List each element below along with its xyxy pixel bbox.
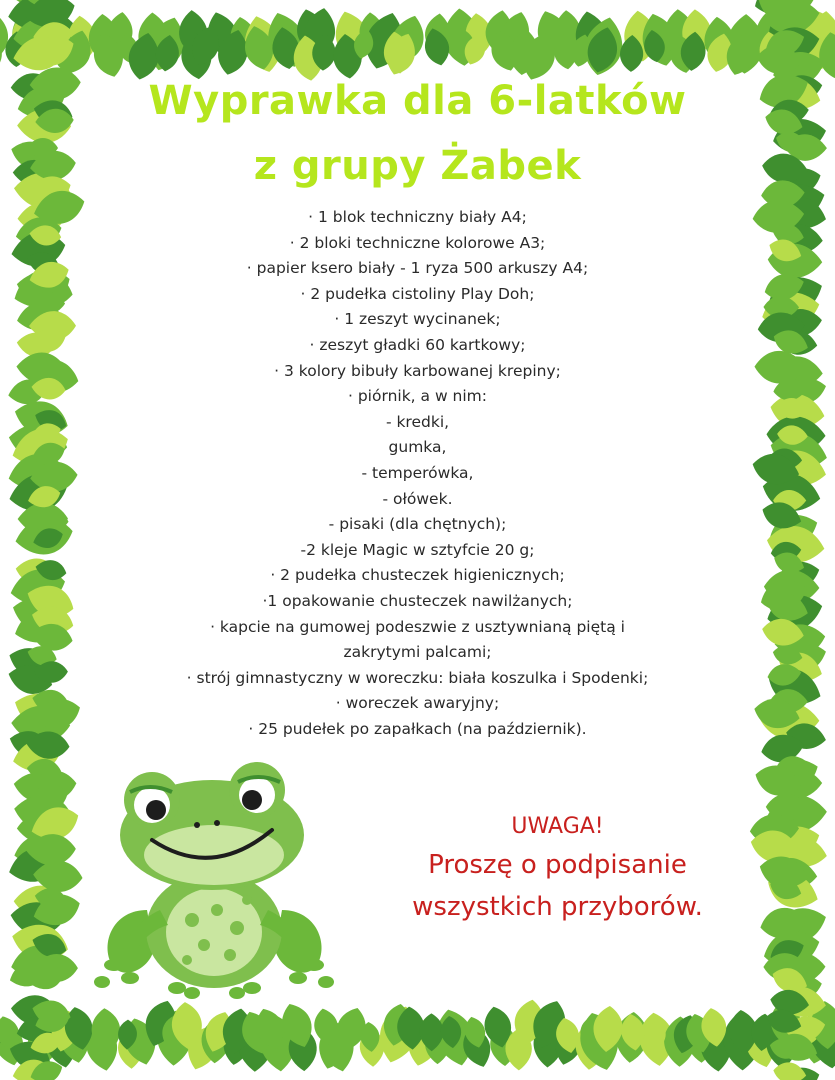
note-line: Proszę o podpisanie [428, 850, 687, 880]
page-title-line-2: z grupy Żabek [253, 143, 582, 189]
list-item: · strój gimnastyczny w woreczku: biała koszulka i Spodenki; [186, 668, 649, 687]
list-item: gumka, [388, 438, 447, 457]
list-item: zakrytymi palcami; [343, 643, 492, 662]
list-item: · piórnik, a w nim: [347, 387, 488, 406]
page-title-line-1: Wyprawka dla 6-latków [148, 78, 687, 124]
reminder-note [355, 810, 760, 928]
supply-list [110, 205, 725, 742]
list-item: · zeszyt gładki 60 kartkowy; [309, 335, 526, 354]
note-heading: UWAGA! [511, 814, 604, 839]
list-item: -2 kleje Magic w sztyfcie 20 g; [300, 540, 535, 559]
list-item: - pisaki (dla chętnych); [328, 515, 507, 534]
list-item: · 3 kolory bibuły karbowanej krepiny; [274, 361, 561, 380]
list-item: - kredki, [385, 412, 450, 431]
list-item: · kapcie na gumowej podeszwie z usztywnianą piętą i [210, 617, 625, 636]
list-item: - ołówek. [382, 489, 453, 508]
note-line: wszystkich przyborów. [412, 892, 703, 922]
frog-illustration [92, 760, 337, 1000]
list-item: - temperówka, [361, 463, 474, 482]
list-item: ·1 opakowanie chusteczek nawilżanych; [262, 591, 573, 610]
list-item: · 2 pudełka cistoliny Play Doh; [300, 284, 535, 303]
list-item: · woreczek awaryjny; [335, 694, 500, 713]
list-item: · 1 blok techniczny biały A4; [308, 208, 527, 226]
list-item: · 2 pudełka chusteczek higienicznych; [270, 566, 565, 585]
list-item: · 1 zeszyt wycinanek; [334, 310, 501, 329]
list-item: · papier ksero biały - 1 ryza 500 arkuszy A4; [246, 259, 589, 278]
list-item: · 25 pudełek po zapałkach (na październik). [248, 719, 587, 738]
list-item: · 2 bloki techniczne kolorowe A3; [289, 233, 546, 252]
